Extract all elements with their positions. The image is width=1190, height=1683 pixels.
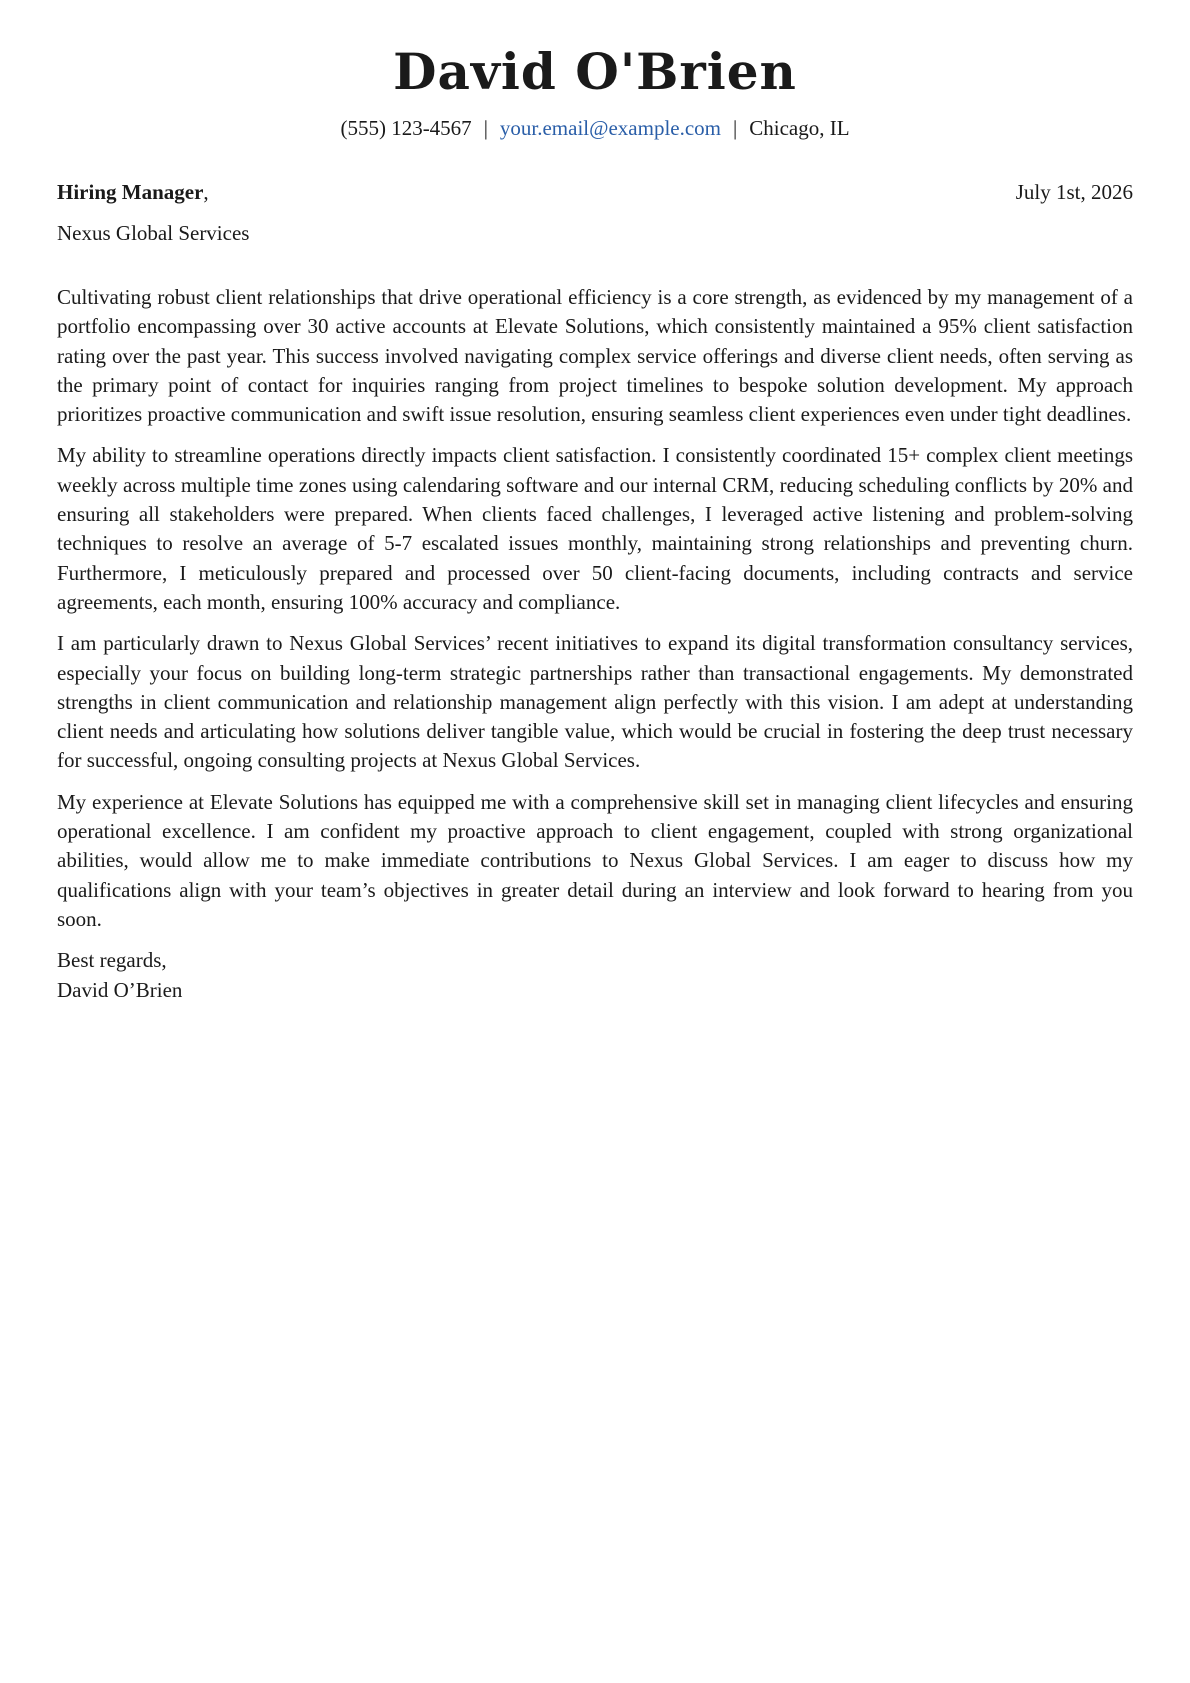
contact-line [57, 114, 1133, 142]
recipient [57, 178, 209, 206]
body-paragraph: My ability to streamline operations directly impacts client satisfaction. I consistently coordinated 15+ complex client meetings weekly across multiple time zones using calendaring software and our internal CRM, reducing scheduling conflicts by 20% and ensuring all stakeholders were prepared. When clients faced challenges, I leveraged active listening and problem-solving techniques to resolve an average of 5-7 escalated issues monthly, maintaining strong relationships and preventing churn. Furthermore, I meticulously prepared and processed over 50 client-facing documents, including contracts and service agreements, each month, ensuring 100% accuracy and compliance. [57, 443, 1133, 614]
body-paragraph: Cultivating robust client relationships that drive operational efficiency is a core strength, as evidenced by my management of a portfolio encompassing over 30 active accounts at Elevate Solutions, which consistently maintained a 95% client satisfaction rating over the past year. This success involved navigating complex service offerings and diverse client needs, often serving as the primary point of contact for inquiries ranging from project timelines to bespoke solution development. My approach prioritizes proactive communication and swift issue resolution, ensuring seamless client experiences even under tight deadlines. [57, 285, 1133, 427]
company-name: Nexus Global Services [57, 221, 250, 245]
email-link[interactable]: your.email@example.com [499, 116, 722, 140]
closing-block [57, 946, 1133, 1005]
recipient-suffix: , [203, 180, 209, 204]
applicant-name: David O'Brien [393, 42, 797, 101]
contact-separator: | [483, 116, 488, 140]
body-paragraph: I am particularly drawn to Nexus Global Services’ recent initiatives to expand its digital transformation consultancy services, especially your focus on building long-term strategic partnerships rather than transactional engagements. My demonstrated strengths in client communication and relationship management align perfectly with this vision. I am adept at understanding client needs and articulating how solutions deliver tangible value, which would be crucial in fostering the deep trust necessary for successful, ongoing consulting projects at Nexus Global Services. [57, 631, 1133, 773]
letter-body [57, 283, 1133, 1005]
letter-date: July 1st, 2026 [1015, 180, 1133, 204]
contact-separator: | [733, 116, 738, 140]
body-paragraph: My experience at Elevate Solutions has equipped me with a comprehensive skill set in managing client lifecycles and ensuring operational excellence. I am confident my proactive approach to client engagement, coupled with strong organizational abilities, would allow me to make immediate contributions to Nexus Global Services. I am eager to discuss how my qualifications align with your team’s objectives in greater detail during an interview and look forward to hearing from you soon. [57, 789, 1133, 931]
signature: David O’Brien [57, 977, 183, 1002]
location: Chicago, IL [749, 116, 850, 140]
phone-number: (555) 123-4567 [340, 116, 472, 140]
recipient-name: Hiring Manager [57, 180, 204, 204]
salutation-row [57, 178, 1133, 206]
closing-phrase: Best regards, [57, 948, 167, 973]
